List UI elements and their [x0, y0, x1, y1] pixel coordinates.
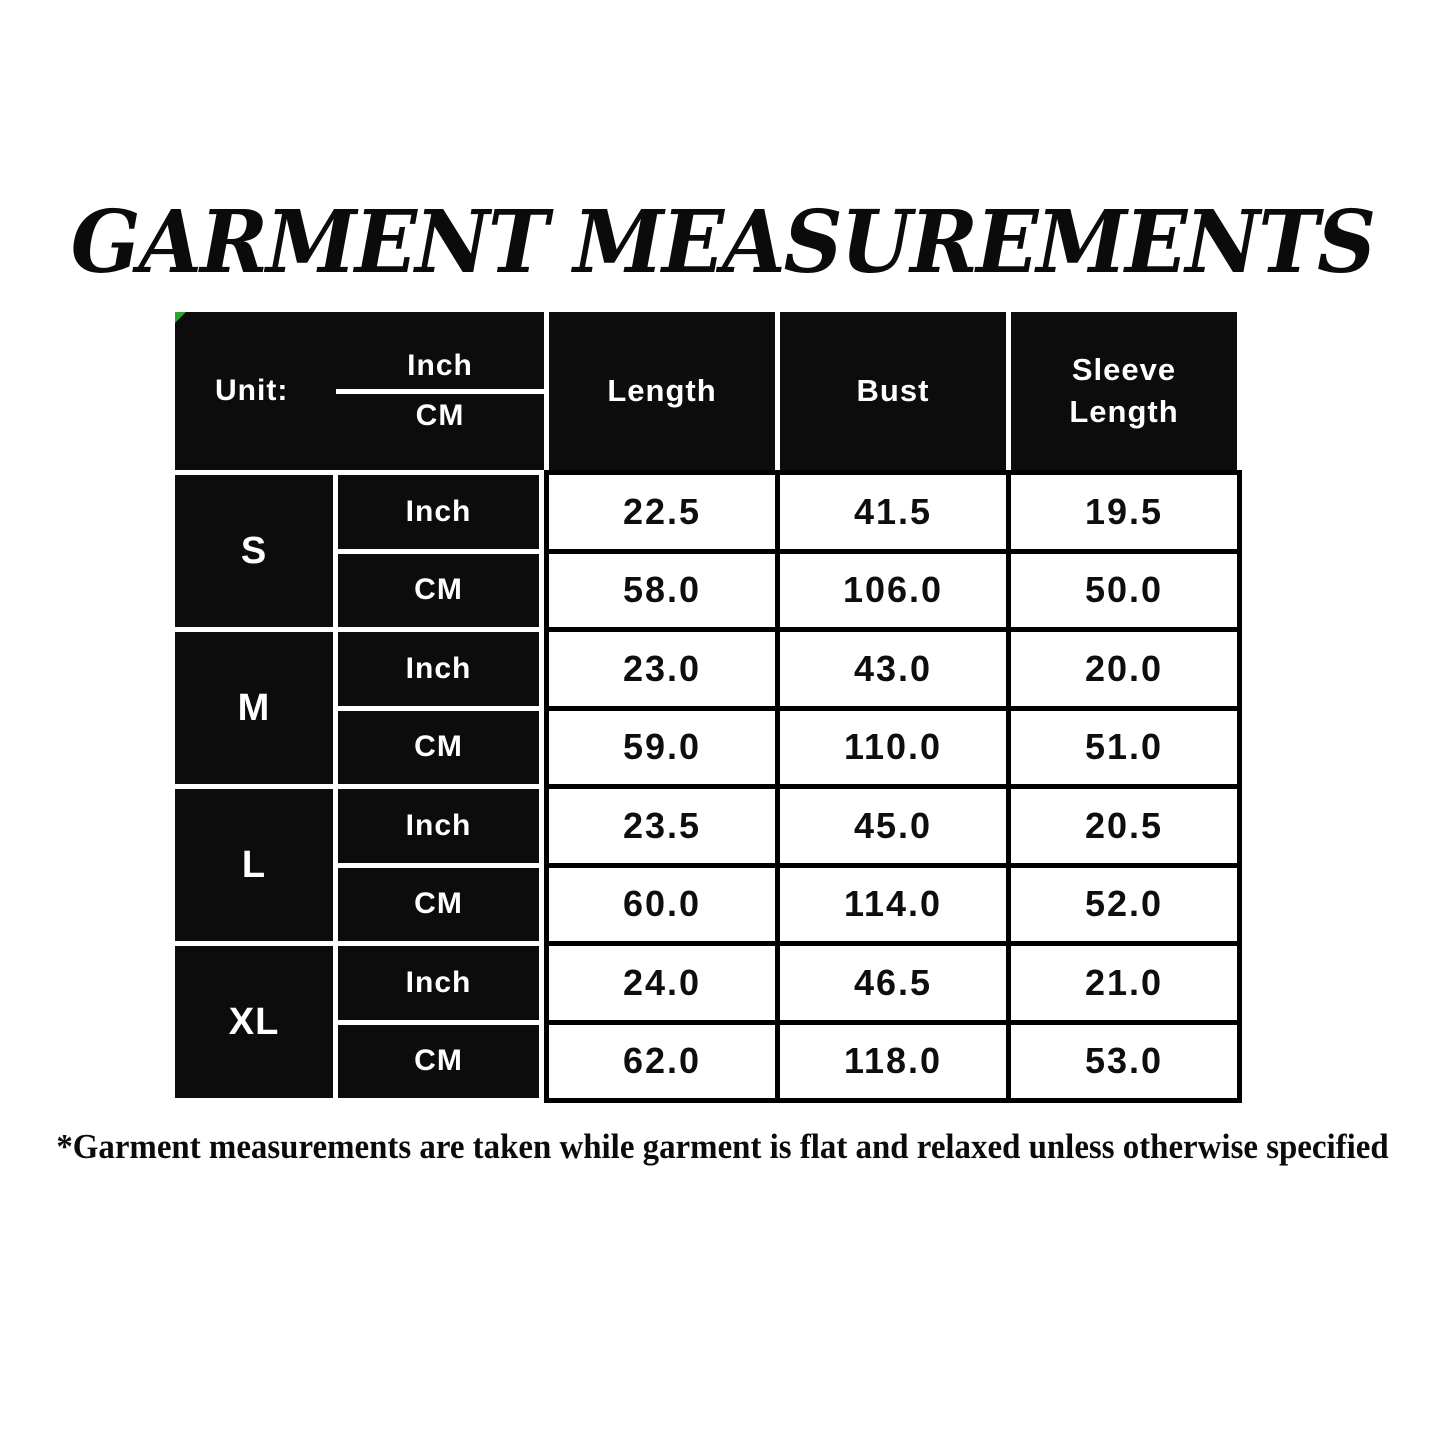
value-cell-l-cm-bust: 114.0 — [780, 868, 1006, 942]
unit-inch-label: Inch — [336, 349, 544, 394]
value-cell-s-inch-length: 22.5 — [549, 475, 775, 549]
value-cell-l-cm-length: 60.0 — [549, 868, 775, 942]
column-header-sleeve-length-label: Sleeve Length — [1069, 352, 1179, 429]
unit-row-label: Inch — [338, 632, 544, 706]
unit-row-label: Inch — [338, 475, 544, 549]
value-cell-s-cm-bust: 106.0 — [780, 554, 1006, 628]
column-header-bust — [780, 312, 1006, 470]
value-cell-s-cm-length: 58.0 — [549, 554, 775, 628]
column-header-length — [549, 312, 775, 470]
value-cell-xl-inch-bust: 46.5 — [780, 946, 1006, 1020]
garment-measurements-table — [175, 312, 1237, 1098]
value-cell-s-inch-sleeve: 19.5 — [1011, 475, 1237, 549]
unit-row-label: Inch — [338, 946, 544, 1020]
unit-row-label: Inch — [338, 789, 544, 863]
value-cell-m-inch-bust: 43.0 — [780, 632, 1006, 706]
column-header-sleeve-length — [1011, 312, 1237, 470]
value-cell-l-inch-sleeve: 20.5 — [1011, 789, 1237, 863]
column-header-bust-label: Bust — [856, 373, 930, 408]
spreadsheet-corner-flag-icon — [175, 312, 186, 323]
value-cell-xl-cm-bust: 118.0 — [780, 1025, 1006, 1099]
unit-row-label: CM — [338, 711, 544, 785]
unit-row-label: CM — [338, 1025, 544, 1099]
value-cell-m-inch-length: 23.0 — [549, 632, 775, 706]
value-cell-xl-inch-sleeve: 21.0 — [1011, 946, 1237, 1020]
size-cell-s: S — [175, 475, 333, 627]
size-cell-l: L — [175, 789, 333, 941]
value-cell-s-inch-bust: 41.5 — [780, 475, 1006, 549]
value-cell-m-cm-length: 59.0 — [549, 711, 775, 785]
unit-header-cell — [175, 312, 544, 470]
size-cell-m: M — [175, 632, 333, 784]
value-cell-l-inch-length: 23.5 — [549, 789, 775, 863]
value-cell-xl-inch-length: 24.0 — [549, 946, 775, 1020]
value-cell-m-inch-sleeve: 20.0 — [1011, 632, 1237, 706]
page-title: GARMENT MEASUREMENTS — [70, 192, 1375, 293]
value-cell-xl-cm-sleeve: 53.0 — [1011, 1025, 1237, 1099]
unit-row-label: CM — [338, 868, 544, 942]
value-cell-l-inch-bust: 45.0 — [780, 789, 1006, 863]
value-cell-m-cm-bust: 110.0 — [780, 711, 1006, 785]
column-header-length-label: Length — [607, 373, 717, 408]
unit-row-label: CM — [338, 554, 544, 628]
unit-label: Unit: — [215, 374, 289, 407]
unit-fraction — [336, 349, 544, 433]
unit-cm-label: CM — [415, 398, 465, 432]
value-cell-s-cm-sleeve: 50.0 — [1011, 554, 1237, 628]
size-cell-xl: XL — [175, 946, 333, 1098]
value-cell-l-cm-sleeve: 52.0 — [1011, 868, 1237, 942]
value-cell-m-cm-sleeve: 51.0 — [1011, 711, 1237, 785]
measurement-footnote: *Garment measurements are taken while garment is flat and relaxed unless otherwise specified — [56, 1127, 1389, 1166]
value-cell-xl-cm-length: 62.0 — [549, 1025, 775, 1099]
